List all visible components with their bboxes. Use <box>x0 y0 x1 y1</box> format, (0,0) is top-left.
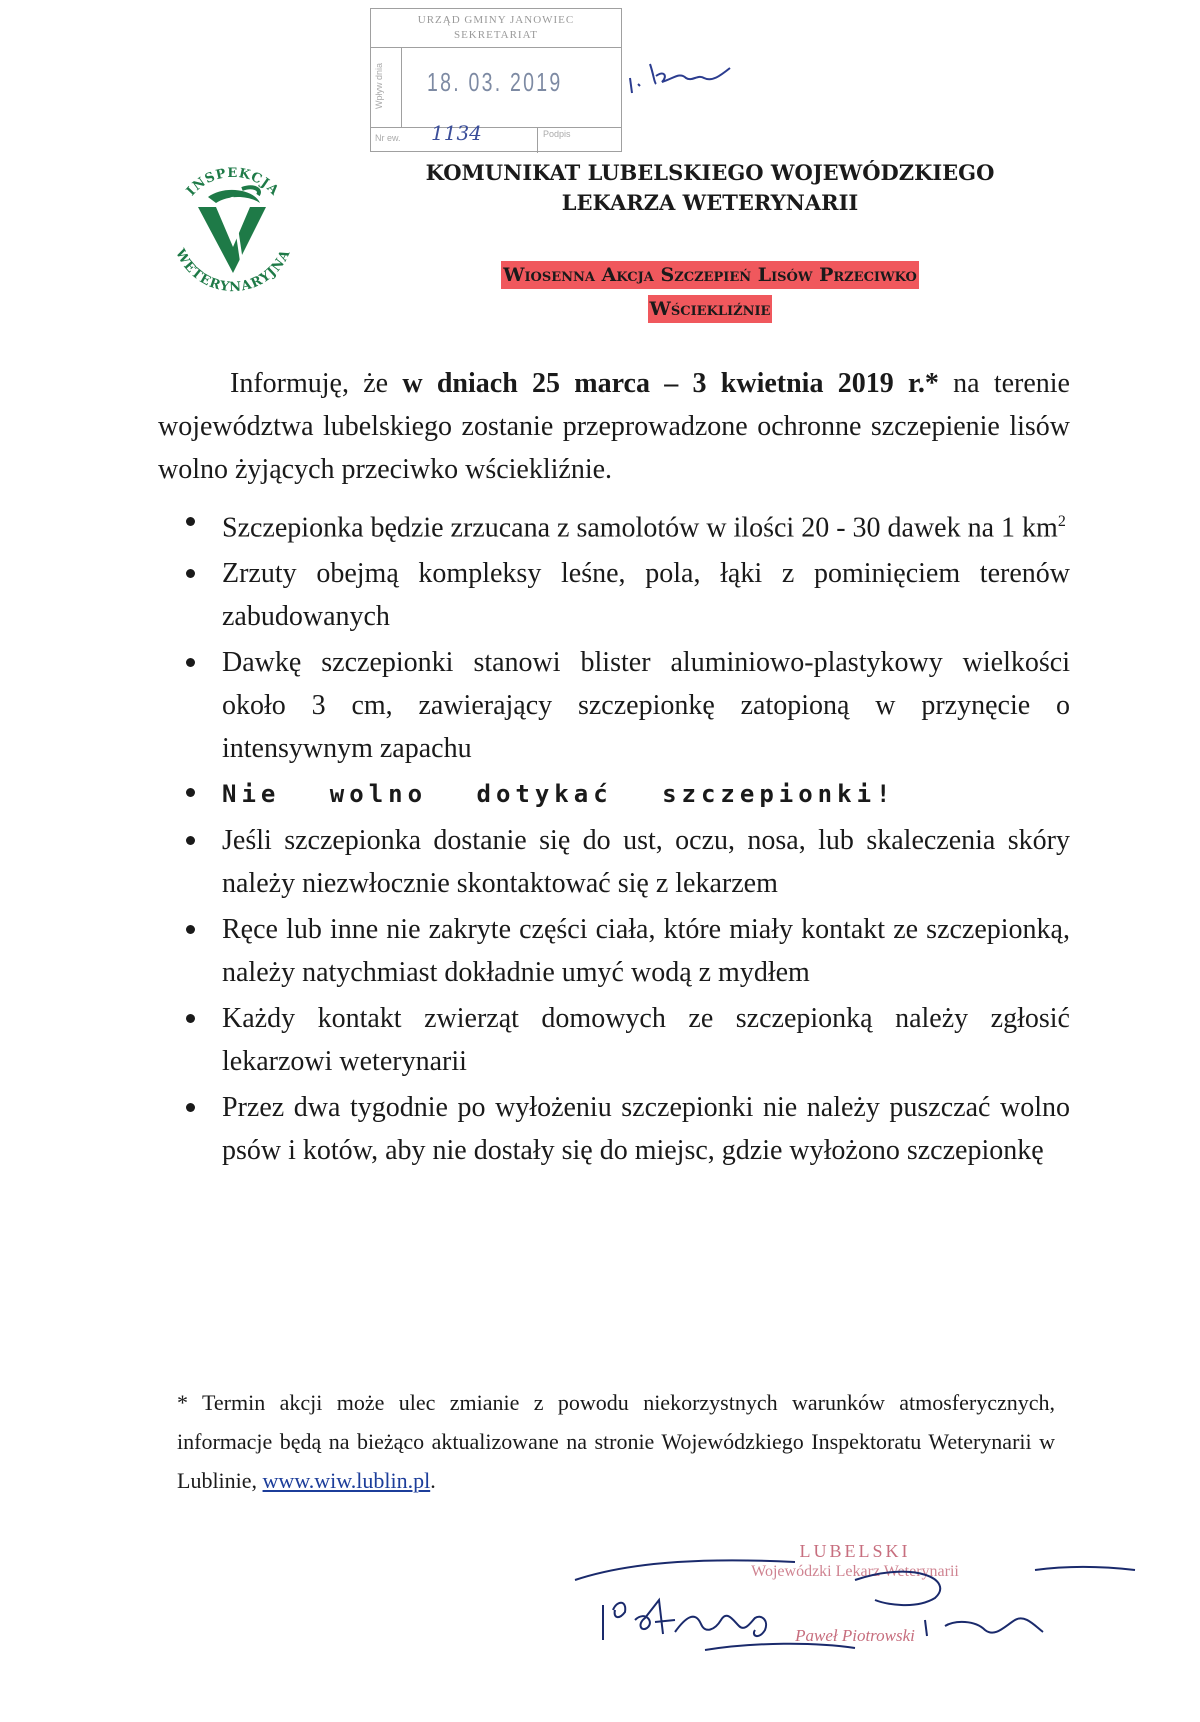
page-title <box>300 158 1120 218</box>
list-item <box>182 819 1070 905</box>
handwritten-signature <box>555 1540 1155 1680</box>
list-item <box>182 908 1070 994</box>
superscript: 2 <box>1057 513 1066 530</box>
handwritten-initials <box>620 48 760 98</box>
intro-suffix: na terenie województwa lubelskiego zostanie przeprowadzone ochronne szczepienie lisów wolno żyjących przeciwko wściekliźnie. <box>158 368 1070 485</box>
list-item-text: Dawkę szczepionki stanowi blister aluminiowo-plastykowy wielkości około 3 cm, zawierający szczepionkę zatopioną w przynęcie o intensywnym zapachu <box>222 647 1070 765</box>
veterinary-inspection-logo <box>158 155 308 305</box>
list-item <box>182 552 1070 638</box>
stamp-line-1: LUBELSKI <box>799 1541 911 1561</box>
stamp-number-label: Nr ew. <box>375 133 401 143</box>
warning-item <box>182 773 1070 816</box>
bullet-icon <box>186 1014 195 1023</box>
svg-text:WETERYNARYJNA: WETERYNARYJNA <box>172 246 294 296</box>
stamp-date: 18. 03. 2019 <box>427 67 563 97</box>
website-link[interactable]: www.wiw.lublin.pl <box>262 1468 431 1493</box>
footnote-end: . <box>430 1468 436 1493</box>
bullet-icon <box>186 658 195 667</box>
stamp-office-name: URZĄD GMINY JANOWIEC SEKRETARIAT <box>417 14 575 41</box>
list-item-text: Przez dwa tygodnie po wyłożeniu szczepionki nie należy puszczać wolno psów i kotów, aby nie dostały się do miejsc, gdzie wyłożono szczepionkę <box>222 1092 1070 1167</box>
bullet-icon <box>186 569 195 578</box>
list-item <box>182 997 1070 1083</box>
instruction-list <box>182 500 1070 1175</box>
bullet-icon <box>186 925 195 934</box>
bullet-icon <box>186 788 195 797</box>
intro-paragraph <box>158 362 1070 491</box>
svg-text:INSPEKCJA: INSPEKCJA <box>183 165 282 200</box>
list-item-text: Zrzuty obejmą kompleksy leśne, pola, łąki z pominięciem terenów zabudowanych <box>222 558 1070 633</box>
stamp-received-label: Wpływ dnia <box>374 62 384 109</box>
list-item <box>182 1086 1070 1172</box>
list-item <box>182 500 1070 549</box>
warning-text: Nie wolno dotykać szczepionki! <box>222 780 896 809</box>
subtitle <box>300 258 1120 326</box>
signatory-name: Paweł Piotrowski <box>795 1626 915 1645</box>
registry-stamp <box>370 8 622 152</box>
bullet-icon <box>186 836 195 845</box>
footnote-text: * Termin akcji może ulec zmianie z powodu niekorzystnych warunków atmosferycznych, informacje będą na bieżąco aktualizowane na stronie Wojewódzkiego Inspektoratu Weterynarii w Lublinie, <box>177 1390 1055 1493</box>
list-item-text: Szczepionka będzie zrzucana z samolotów w ilości 20 - 30 dawek na 1 km <box>222 512 1058 544</box>
intro-dates: w dniach 25 marca – 3 kwietnia 2019 r.* <box>402 368 939 399</box>
title-line-1: KOMUNIKAT LUBELSKIEGO WOJEWÓDZKIEGO <box>425 160 995 185</box>
bullet-icon <box>186 517 195 526</box>
stamp-signature-label: Podpis <box>543 129 571 139</box>
footnote <box>177 1383 1055 1500</box>
list-item-text: Każdy kontakt zwierząt domowych ze szczepionką należy zgłosić lekarzowi weterynarii <box>222 1003 1070 1078</box>
list-item-text: Ręce lub inne nie zakryte części ciała, które miały kontakt ze szczepionką, należy natychmiast dokładnie umyć wodą z mydłem <box>222 914 1070 989</box>
subtitle-line-2: Wściekliźnie <box>648 295 773 323</box>
stamp-number: 1134 <box>431 121 482 145</box>
title-line-2: LEKARZA WETERYNARII <box>561 190 859 215</box>
intro-prefix: Informuję, że <box>230 368 403 399</box>
bullet-icon <box>186 1103 195 1112</box>
list-item <box>182 641 1070 770</box>
subtitle-line-1: Wiosenna Akcja Szczepień Lisów Przeciwko <box>501 261 919 289</box>
list-item-text: Jeśli szczepionka dostanie się do ust, oczu, nosa, lub skaleczenia skóry należy niezwłocznie skontaktować się z lekarzem <box>222 825 1070 900</box>
stamp-line-2: Wojewódzki Lekarz Weterynarii <box>751 1563 959 1580</box>
